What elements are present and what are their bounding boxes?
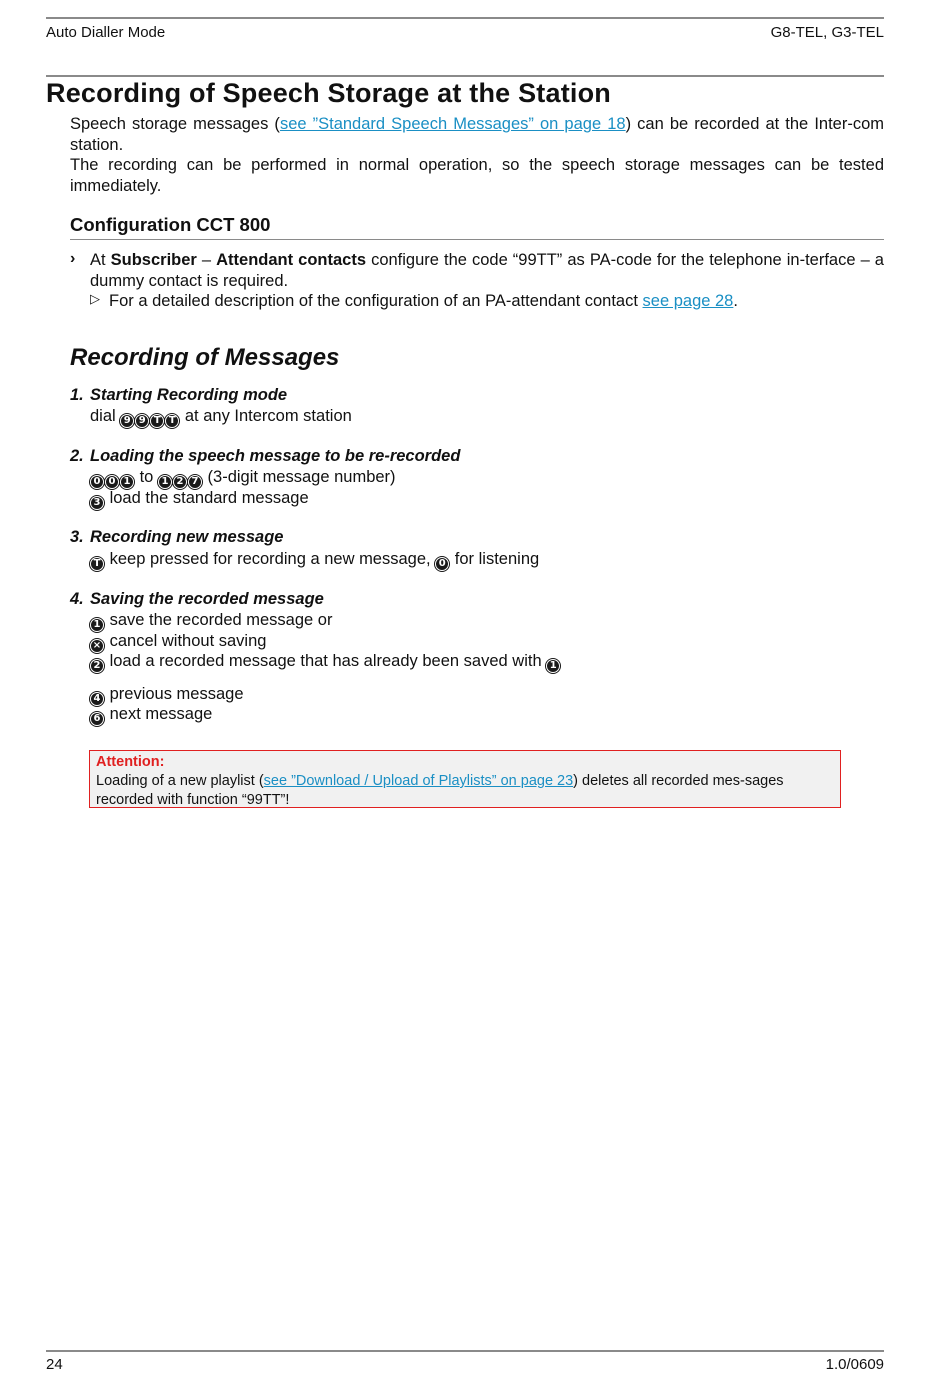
link-download-upload-playlists[interactable]: see ”Download / Upload of Playlists” on page 23	[263, 773, 574, 789]
sub-bullet-arrow-icon: ▷	[90, 291, 100, 306]
bullet-chevron-icon: ›	[70, 250, 76, 267]
step-title: Loading the speech message to be re-recorded	[90, 447, 461, 465]
header-rule	[46, 17, 884, 19]
section-heading-configuration: Configuration CCT 800	[70, 214, 884, 240]
title-rule	[46, 75, 884, 77]
attention-text: Loading of a new playlist (see ”Download / Upload of Playlists” on page 23) deletes all recorded mes-sages recorded with function “99TT”!	[96, 773, 784, 808]
key-0-icon: 0	[105, 475, 119, 489]
step-number: 2.	[70, 447, 84, 465]
attention-box	[89, 750, 841, 808]
header-section-title: Auto Dialler Mode	[46, 24, 166, 41]
config-instruction: At Subscriber – Attendant contacts configure the code “99TT” as PA-code for the telephone in-terface – a dummy contact is required.	[90, 251, 884, 290]
step2-line-2: 3 load the standard message	[90, 488, 309, 510]
step-title: Recording new message	[90, 528, 284, 546]
page-title: Recording of Speech Storage at the Station	[46, 78, 611, 108]
key-2-icon: 2	[173, 475, 187, 489]
key-3-icon: 3	[90, 496, 104, 510]
key-t-icon: T	[165, 414, 179, 428]
link-see-page-28[interactable]: see page 28	[642, 292, 734, 310]
step-title: Saving the recorded message	[90, 590, 324, 608]
key-7-icon: 7	[188, 475, 202, 489]
step4-item: × cancel without saving	[90, 631, 266, 653]
key-9-icon: 9	[120, 414, 134, 428]
document-version: 1.0/0609	[825, 1356, 884, 1373]
section-heading-recording: Recording of Messages	[70, 344, 340, 371]
key-1-icon: 1	[90, 618, 104, 632]
step-number: 3.	[70, 528, 84, 546]
step4-item: 2 load a recorded message that has already been saved with 1	[90, 651, 561, 673]
key-6-icon: 6	[90, 712, 104, 726]
header-model-names: G8-TEL, G3-TEL	[770, 24, 884, 41]
step1-line: dial 9 9 T T at any Intercom station	[90, 407, 352, 426]
step4-nav-item: 6 next message	[90, 704, 212, 726]
intro-paragraph-1: Speech storage messages (see ”Standard Speech Messages” on page 18) can be recorded at the Inter-com station.	[70, 115, 884, 154]
page-number: 24	[46, 1356, 63, 1373]
key-0-icon: 0	[90, 475, 104, 489]
attention-label: Attention:	[96, 754, 165, 770]
step4-item: 1 save the recorded message or	[90, 610, 332, 632]
step-title: Starting Recording mode	[90, 386, 288, 404]
step2-line-1: 0 0 1 to 1 2 7 (3-digit message number)	[90, 467, 396, 489]
step-number: 1.	[70, 386, 84, 404]
link-standard-speech-messages[interactable]: see ”Standard Speech Messages” on page 18	[279, 115, 626, 133]
key-1-icon: 1	[120, 475, 134, 489]
key-0-icon: 0	[435, 557, 449, 571]
key-cancel-icon: ×	[90, 639, 104, 653]
step3-line: T keep pressed for recording a new message, 0 for listening	[90, 549, 539, 571]
key-t-icon: T	[90, 557, 104, 571]
key-9-icon: 9	[135, 414, 149, 428]
key-1-icon: 1	[546, 659, 560, 673]
key-t-icon: T	[150, 414, 164, 428]
step-number: 4.	[70, 590, 84, 608]
config-subnote: For a detailed description of the configuration of an PA-attendant contact see page 28.	[109, 292, 738, 310]
key-2-icon: 2	[90, 659, 104, 673]
key-4-icon: 4	[90, 692, 104, 706]
intro-paragraph-2: The recording can be performed in normal operation, so the speech storage messages can be tested immediately.	[70, 156, 884, 195]
key-1-icon: 1	[158, 475, 172, 489]
step4-nav-item: 4 previous message	[90, 684, 244, 706]
footer-rule	[46, 1350, 884, 1352]
